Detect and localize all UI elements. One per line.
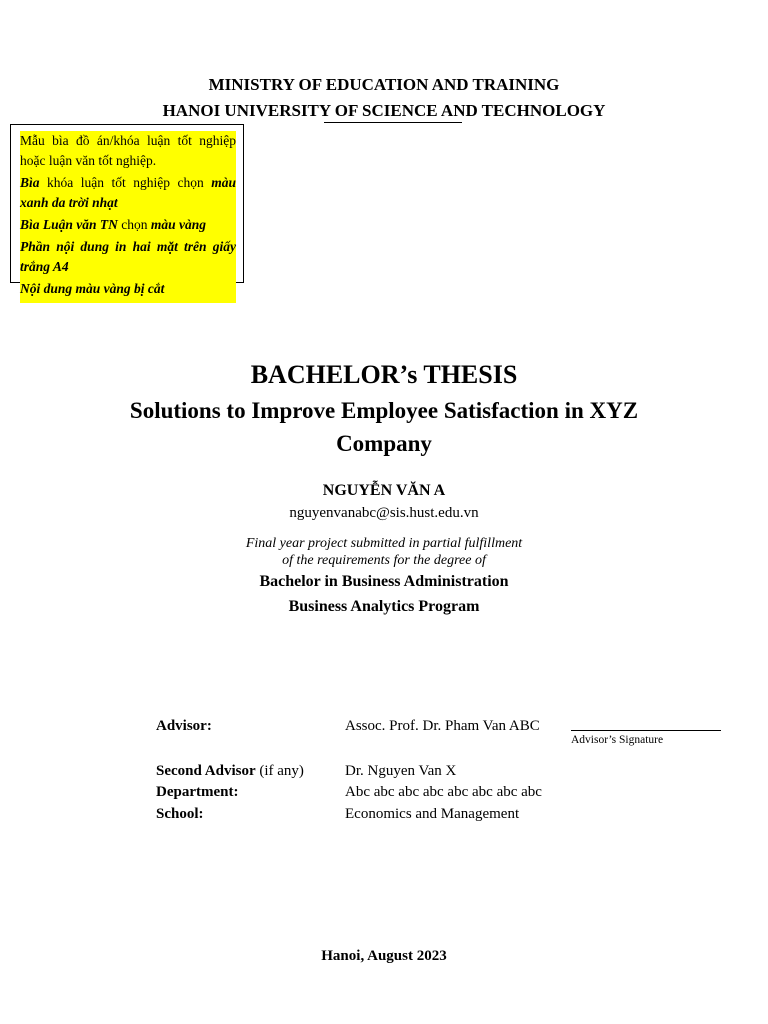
note-line-3-normal: chọn xyxy=(117,217,151,232)
template-note-box xyxy=(10,124,244,296)
submission-line-1: Final year project submitted in partial fulfillment xyxy=(245,536,523,551)
note-line-2-normal: khóa luận tốt nghiệp chọn xyxy=(39,175,212,190)
place-and-date: Hanoi, August 2023 xyxy=(321,948,447,964)
note-line-2 xyxy=(20,173,236,213)
thesis-title: Solutions to Improve Employee Satisfaction in XYZ Company xyxy=(129,398,639,456)
second-advisor-suffix: (if any) xyxy=(255,763,304,779)
second-advisor-label xyxy=(156,761,304,781)
header-underline xyxy=(324,122,462,123)
university-name: HANOI UNIVERSITY OF SCIENCE AND TECHNOLOGY xyxy=(162,101,606,120)
note-line-2-italic: Bìa xyxy=(20,175,40,190)
note-line-4: Phần nội dung in hai mặt trên giấy trắng A4 xyxy=(20,239,236,274)
signature-label: Advisor’s Signature xyxy=(571,734,664,746)
submission-line-2: of the requirements for the degree of xyxy=(282,553,486,568)
author-block xyxy=(0,480,768,524)
school-value: Economics and Management xyxy=(345,806,520,822)
note-line-2-bold: màu xanh da trời nhạt xyxy=(20,175,236,210)
degree-name: Bachelor in Business Administration xyxy=(259,573,509,590)
note-line-1: Mẫu bìa đồ án/khóa luận tốt nghiệp hoặc luận văn tốt nghiệp. xyxy=(20,133,236,168)
advisor-row xyxy=(156,716,736,746)
signature-line xyxy=(571,730,721,731)
school-label: School: xyxy=(156,806,204,822)
advisor-label: Advisor: xyxy=(156,718,212,734)
note-line-3-tail: màu vàng xyxy=(150,217,207,232)
department-label: Department: xyxy=(156,784,239,800)
template-note-highlight xyxy=(20,131,236,303)
department-value: Abc abc abc abc abc abc abc abc xyxy=(345,784,542,800)
note-line-5: Nội dung màu vàng bị cắt xyxy=(20,281,165,296)
author-email: nguyenvanabc@sis.hust.edu.vn xyxy=(289,505,479,521)
thesis-type: BACHELOR’s THESIS xyxy=(250,360,518,389)
second-advisor-value: Dr. Nguyen Van X xyxy=(345,763,457,779)
second-advisor-label-text: Second Advisor xyxy=(156,763,256,779)
institution-header xyxy=(0,72,768,124)
degree-block xyxy=(0,535,768,619)
note-line-3 xyxy=(20,215,236,235)
ministry-name: MINISTRY OF EDUCATION AND TRAINING xyxy=(208,75,560,94)
title-block xyxy=(0,358,768,460)
program-name: Business Analytics Program xyxy=(288,598,480,615)
note-line-3-bold: Bìa Luận văn TN xyxy=(20,217,118,232)
author-name: NGUYỄN VĂN A xyxy=(322,482,446,499)
advisor-value: Assoc. Prof. Dr. Pham Van ABC xyxy=(345,718,540,734)
